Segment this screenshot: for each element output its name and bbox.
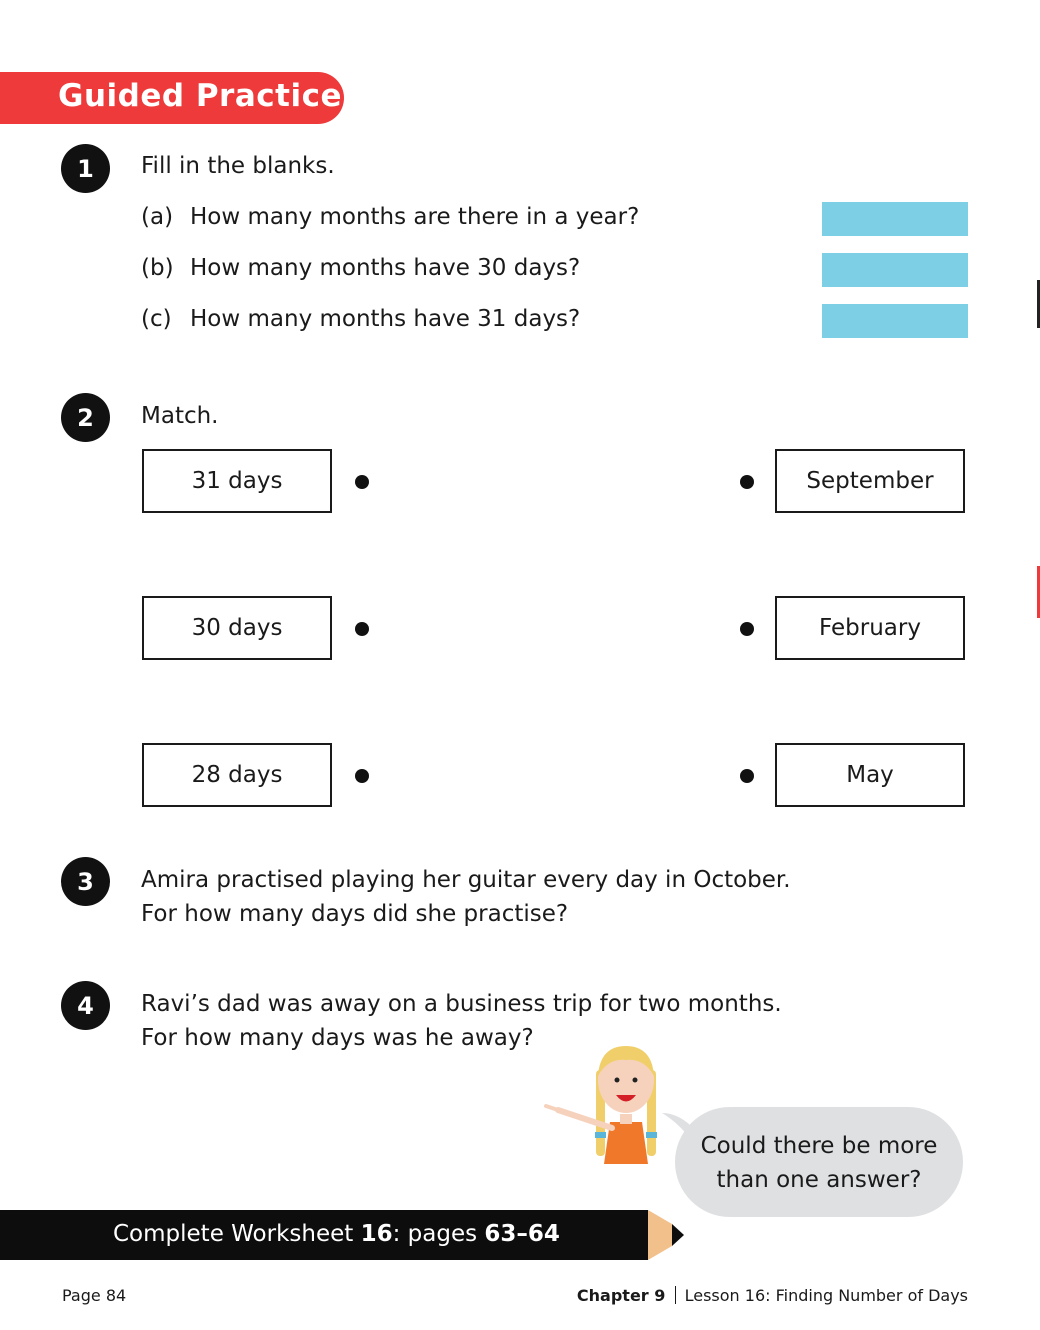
- part-c-label: (c): [141, 306, 172, 332]
- match-dot-left-2[interactable]: [355, 622, 369, 636]
- chapter-reference: [577, 1286, 968, 1305]
- answer-blank-b[interactable]: [822, 253, 968, 287]
- question-3-line-1: Amira practised playing her guitar every day in October.: [141, 867, 791, 893]
- question-1-prompt: Fill in the blanks.: [141, 153, 335, 179]
- girl-character-illustration: [540, 1040, 670, 1170]
- speech-bubble: [675, 1107, 963, 1217]
- match-right-3[interactable]: May: [775, 743, 965, 807]
- match-right-1[interactable]: September: [775, 449, 965, 513]
- match-dot-left-3[interactable]: [355, 769, 369, 783]
- match-left-1[interactable]: 31 days: [142, 449, 332, 513]
- speech-bubble-text: [675, 1129, 963, 1197]
- speech-bubble-line-1: Could there be more: [700, 1133, 938, 1159]
- lesson-label: Lesson 16: Finding Number of Days: [684, 1286, 968, 1305]
- match-dot-left-1[interactable]: [355, 475, 369, 489]
- question-4-line-1: Ravi’s dad was away on a business trip for two months.: [141, 991, 782, 1017]
- speech-bubble-line-2: than one answer?: [716, 1167, 922, 1193]
- pencil-tip-icon: [648, 1210, 684, 1260]
- part-b-text: How many months have 30 days?: [190, 255, 581, 281]
- chapter-label: Chapter 9: [576, 1286, 666, 1305]
- question-2-prompt: Match.: [141, 403, 219, 429]
- page-number: Page 84: [62, 1286, 127, 1305]
- part-a-label: (a): [141, 204, 174, 230]
- section-banner: [0, 72, 344, 124]
- question-number-3: 3: [61, 857, 110, 906]
- match-right-2[interactable]: February: [775, 596, 965, 660]
- match-left-2[interactable]: 30 days: [142, 596, 332, 660]
- chapter-divider: [675, 1286, 676, 1304]
- match-dot-right-1[interactable]: [740, 475, 754, 489]
- part-c-text: How many months have 31 days?: [190, 306, 581, 332]
- answer-blank-c[interactable]: [822, 304, 968, 338]
- worksheet-pages: 63–64: [484, 1221, 560, 1247]
- worksheet-prefix: Complete Worksheet: [113, 1221, 361, 1247]
- worksheet-number: 16: [360, 1221, 393, 1247]
- question-number-2: 2: [61, 393, 110, 442]
- worksheet-text: [113, 1221, 560, 1247]
- match-dot-right-3[interactable]: [740, 769, 754, 783]
- worksheet-bar: [0, 1210, 648, 1260]
- part-a-text: How many months are there in a year?: [190, 204, 640, 230]
- match-dot-right-2[interactable]: [740, 622, 754, 636]
- match-left-3[interactable]: 28 days: [142, 743, 332, 807]
- question-number-1: 1: [61, 144, 110, 193]
- section-title: Guided Practice: [58, 78, 342, 114]
- question-number-4: 4: [61, 981, 110, 1030]
- part-b-label: (b): [141, 255, 174, 281]
- worksheet-mid: : pages: [392, 1221, 485, 1247]
- question-3-line-2: For how many days did she practise?: [141, 901, 569, 927]
- question-4-line-2: For how many days was he away?: [141, 1025, 534, 1051]
- answer-blank-a[interactable]: [822, 202, 968, 236]
